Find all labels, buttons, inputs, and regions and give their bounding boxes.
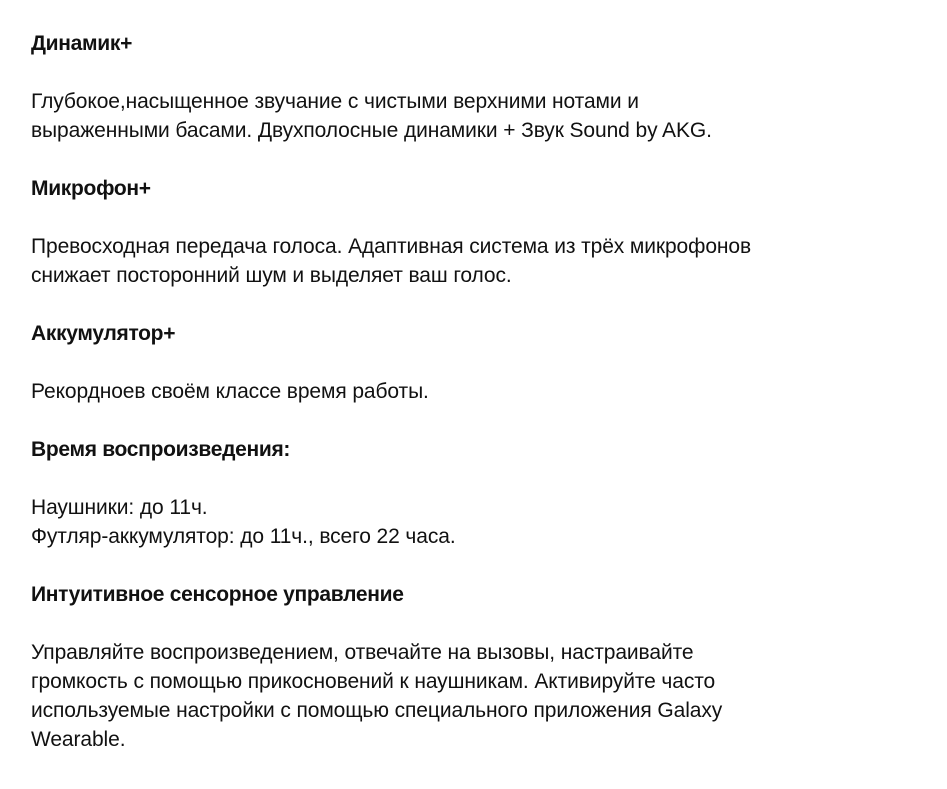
- section-heading: Аккумулятор+: [31, 322, 176, 345]
- section-playtime: [31, 435, 911, 551]
- section-text: [31, 638, 911, 754]
- text-line: снижает посторонний шум и выделяет ваш голос.: [31, 264, 512, 287]
- section-touch-control: [31, 580, 911, 754]
- text-line: Управляйте воспроизведением, отвечайте на вызовы, настраивайте: [31, 641, 694, 664]
- text-line: Футляр-аккумулятор: до 11ч., всего 22 часа.: [31, 525, 456, 548]
- section-text: [31, 377, 911, 406]
- section-microphone: [31, 174, 911, 290]
- text-line: Превосходная передача голоса. Адаптивная система из трёх микрофонов: [31, 235, 752, 258]
- section-text: [31, 232, 911, 290]
- section-heading: Динамик+: [31, 32, 133, 55]
- text-line: Wearable.: [31, 728, 126, 751]
- section-text: [31, 87, 911, 145]
- section-battery: [31, 319, 911, 406]
- text-line: громкость с помощью прикосновений к наушникам. Активируйте часто: [31, 670, 716, 693]
- text-line: используемые настройки с помощью специального приложения Galaxy: [31, 699, 723, 722]
- text-line: Глубокое,насыщенное звучание с чистыми верхними нотами и: [31, 90, 639, 113]
- section-text: [31, 493, 911, 551]
- section-heading: Микрофон+: [31, 177, 151, 200]
- text-line: выраженными басами. Двухполосные динамики + Звук Sound by AKG.: [31, 119, 712, 142]
- section-speaker: [31, 29, 911, 145]
- text-line: Рекордноев своём классе время работы.: [31, 380, 429, 403]
- section-heading: Интуитивное сенсорное управление: [31, 583, 404, 606]
- text-line: Наушники: до 11ч.: [31, 496, 208, 519]
- section-heading: Время воспроизведения:: [31, 438, 291, 461]
